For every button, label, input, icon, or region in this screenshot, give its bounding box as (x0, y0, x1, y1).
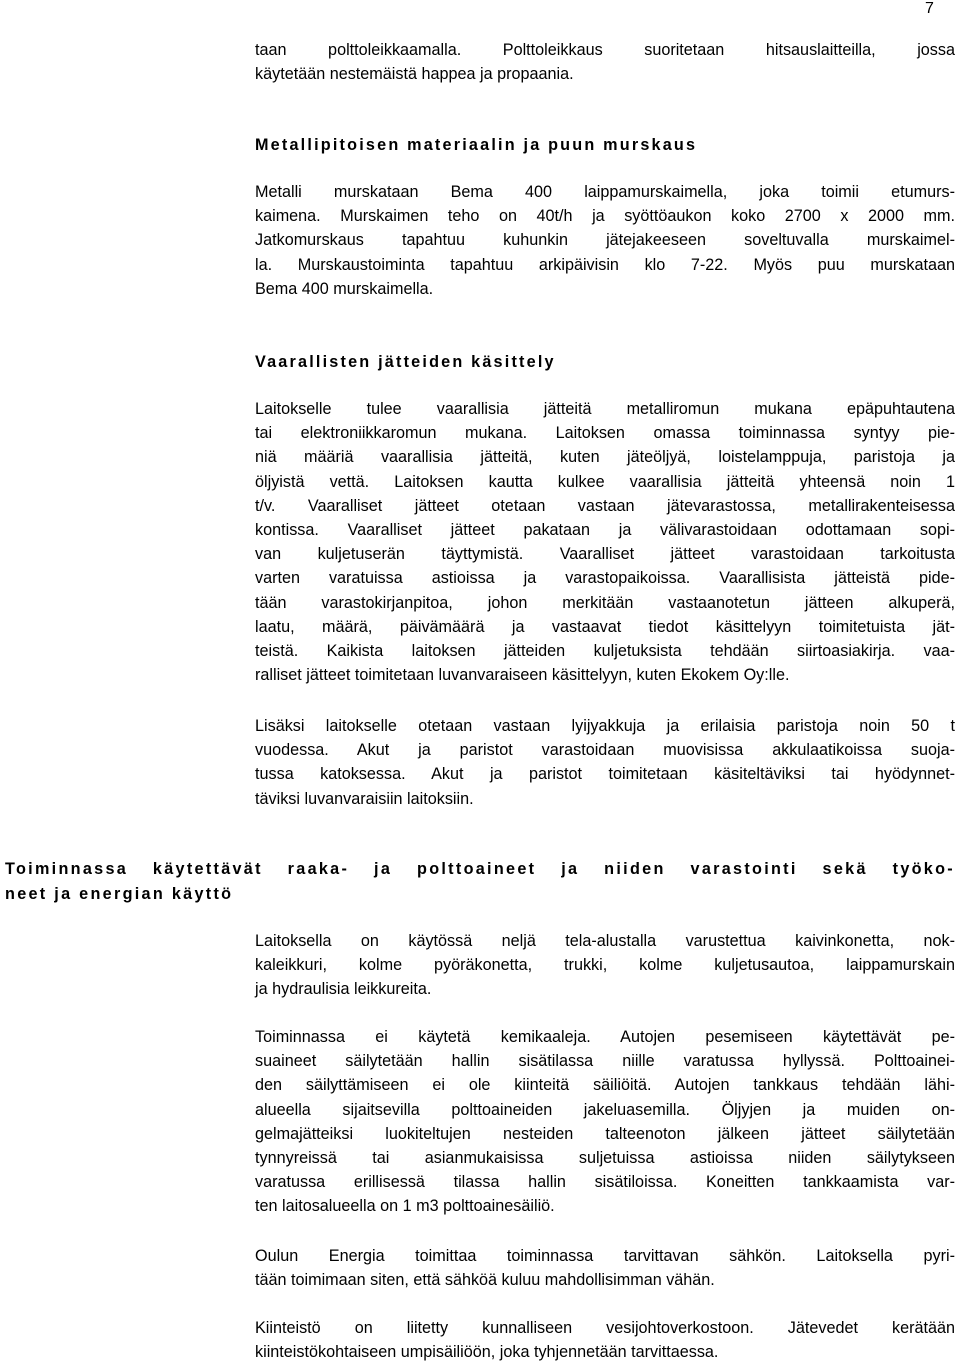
text-line: van kuljetuserän täyttymistä. Vaaralliset jätteet varastoidaan tarkoitusta (255, 545, 955, 564)
text-line: Kiinteistö on liitetty kunnalliseen vesijohtoverkostoon. Jätevedet kerätään (255, 1319, 955, 1337)
text-line: kaleikkuri, kolme pyöräkonetta, trukki, kolme kuljetusautoa, laippamurskain (255, 956, 955, 975)
text-line: suaineet säilytetään hallin sisätilassa niille varatussa hyllyssä. Polttoainei- (255, 1052, 955, 1071)
text-line: öljyistä vettä. Laitoksen kautta kulkee vaarallisia jätteitä yhteensä noin 1 (255, 472, 955, 491)
text-line: tussa katoksessa. Akut ja paristot toimitetaan käsiteltäviksi tai hyödynnet- (255, 765, 955, 784)
text-line: tään toimimaan siten, että sähköä kuluu mahdollisimman vähän. (255, 1271, 715, 1290)
text-line: teistä. Kaikista laitoksen jätteiden kuljetuksista tehdään siirtoasiakirja. vaa- (255, 642, 955, 661)
section-heading-crushing: Metallipitoisen materiaalin ja puun murskaus (255, 136, 698, 154)
text-line: ja hydraulisia leikkureita. (255, 980, 432, 999)
text-line: kaimena. Murskaimen teho on 40t/h ja syöttöaukon koko 2700 x 2000 mm. (255, 207, 955, 226)
text-line: täviksi luvanvaraisiin laitoksiin. (255, 789, 474, 808)
text-line: tai elektroniikkaromun mukana. Laitoksen omassa toiminnassa syntyy pie- (255, 424, 955, 443)
paragraph-cutting (255, 38, 955, 86)
text-line: Laitoksella on käytössä neljä tela-alustalla varustettua kaivinkonetta, nok- (255, 932, 955, 950)
text-line: taan polttoleikkaamalla. Polttoleikkaus suoritetaan hitsauslaitteilla, jossa (255, 41, 955, 59)
text-line: laatu, määrä, päivämäärä ja vastaavat tiedot käsittelyyn toimitetuista jät- (255, 617, 955, 636)
text-line: niä määriä vaarallisia jätteitä, kuten jäteöljyä, loistelamppuja, paristoja ja (255, 448, 955, 467)
heading-line: Toiminnassa käytettävät raaka- ja polttoaineet ja niiden varastointi sekä työko- (5, 860, 955, 878)
paragraph-hazardous-waste (255, 397, 955, 687)
heading-line: neet ja energian käyttö (5, 884, 234, 903)
paragraph-electricity (255, 1244, 955, 1292)
text-line: kontissa. Vaaralliset jätteet pakataan ja välivarastoidaan odottamaan sopi- (255, 521, 955, 540)
paragraph-batteries (255, 714, 955, 811)
text-line: varatussa erillisessä tilassa hallin sisätiloissa. Koneitten tankkaamista var- (255, 1173, 955, 1192)
page-number: 7 (925, 0, 934, 17)
text-line: kiinteistökohtaiseen umpisäiliöön, joka tyhjennetään tarvittaessa. (255, 1343, 719, 1362)
text-line: Oulun Energia toimittaa toiminnassa tarvittavan sähkön. Laitoksella pyri- (255, 1247, 955, 1265)
text-line: la. Murskaustoiminta tapahtuu arkipäivisin klo 7-22. Myös puu murskataan (255, 255, 955, 274)
text-line: ten laitosalueella on 1 m3 polttoainesäiliö. (255, 1197, 555, 1216)
text-line: Jatkomurskaus tapahtuu kuhunkin jätejakeeseen soveltuvalla murskaimel- (255, 231, 955, 250)
paragraph-crushing (255, 180, 955, 301)
text-line: Toiminnassa ei käytetä kemikaaleja. Autojen pesemiseen käytettävät pe- (255, 1028, 955, 1046)
text-line: Metalli murskataan Bema 400 laippamurskaimella, joka toimii etumurs- (255, 183, 955, 201)
text-line: ralliset jätteet toimitetaan luvanvaraiseen käsittelyyn, kuten Ekokem Oy:lle. (255, 666, 790, 685)
text-line: käytetään nestemäistä happea ja propaania. (255, 65, 574, 84)
text-line: den säilyttämiseen ei ole kiinteitä säiliöitä. Autojen tankkaus tehdään lähi- (255, 1076, 955, 1095)
text-line: gelmajätteiksi luokiteltujen nesteiden talteenoton jälkeen jätteet säilytetään (255, 1124, 955, 1143)
paragraph-machinery (255, 929, 955, 1002)
text-line: Bema 400 murskaimella. (255, 279, 434, 298)
text-line: varten varatuissa astioissa ja varastopaikoissa. Vaarallisista jätteistä pide- (255, 569, 955, 588)
text-line: alueella sijaitsevilla polttoaineiden jakeluasemilla. Öljyjen ja muiden on- (255, 1100, 955, 1119)
section-heading-hazardous-waste: Vaarallisten jätteiden käsittely (255, 353, 556, 371)
paragraph-water (255, 1316, 955, 1364)
text-line: tään varastokirjanpitoa, johon merkitään vastaanotetun jätteen alkuperä, (255, 593, 955, 612)
text-line: Lisäksi laitokselle otetaan vastaan lyijyakkuja ja erilaisia paristoja noin 50 t (255, 717, 955, 735)
text-line: vuodessa. Akut ja paristot varastoidaan muovisissa akkulaatikoissa suoja- (255, 741, 955, 760)
text-line: t/v. Vaaralliset jätteet otetaan vastaan jätevarastossa, metallirakenteisessa (255, 496, 955, 515)
section-heading-materials-energy (5, 857, 955, 906)
paragraph-chemicals-fuels (255, 1025, 955, 1219)
text-line: Laitokselle tulee vaarallisia jätteitä metalliromun mukana epäpuhtautena (255, 400, 955, 418)
text-line: tynnyreissä tai asianmukaisissa suljetuissa astioissa niiden säilytykseen (255, 1149, 955, 1168)
